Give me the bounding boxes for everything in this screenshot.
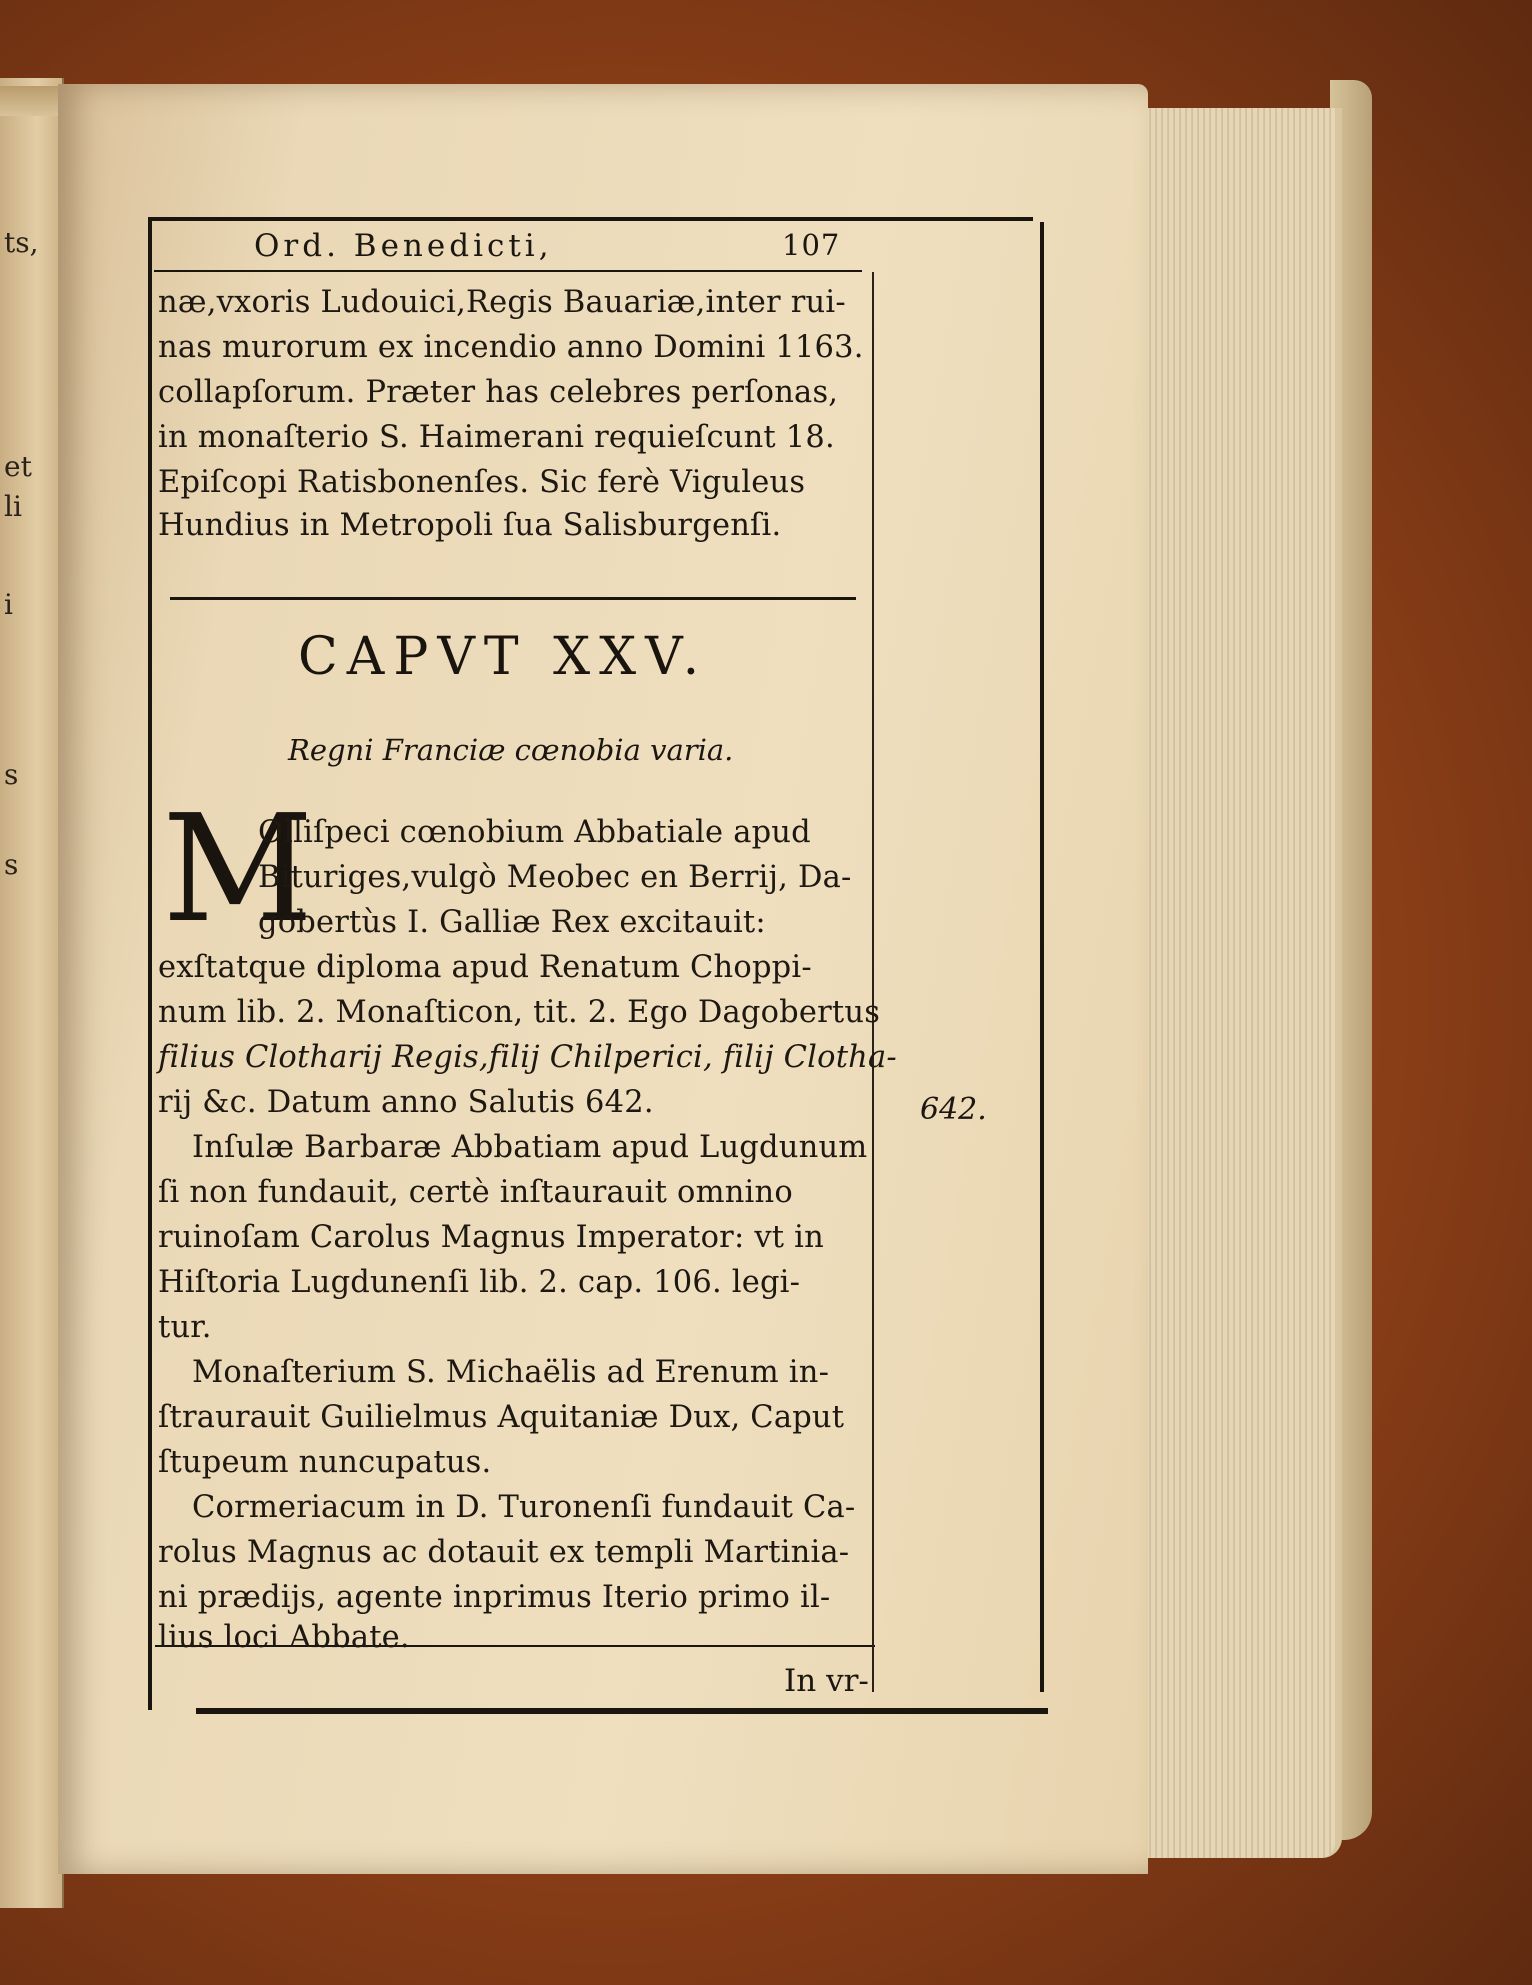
section-rule bbox=[170, 597, 856, 600]
left-margin-fragment: i bbox=[4, 588, 13, 621]
text-line: Inſulæ Barbaræ Abbatiam apud Lugdunum bbox=[192, 1130, 868, 1165]
frame-left-rule bbox=[148, 220, 152, 1710]
text-line: Epiſcopi Ratisbonenſes. Sic ferè Viguleus bbox=[158, 465, 806, 500]
text-line: Olliſpeci cœnobium Abbatiale apud bbox=[258, 815, 811, 850]
left-cover-top bbox=[0, 86, 58, 116]
text-line: ſi non fundauit, certè inſtaurauit omnino bbox=[158, 1175, 793, 1210]
left-margin-fragment: ts, bbox=[4, 226, 39, 259]
running-head bbox=[254, 228, 894, 264]
text-line: exſtatque diploma apud Renatum Choppi- bbox=[158, 950, 812, 985]
text-line: filius Clotharij Regis,filij Chilperici, filij Clotha- bbox=[158, 1040, 897, 1075]
text-line: ſtraurauit Guilielmus Aquitaniæ Dux, Caput bbox=[158, 1400, 845, 1435]
text-line: Hundius in Metropoli ſua Salisburgenſi. bbox=[158, 508, 782, 543]
running-head-title: Ord. Benedicti, bbox=[254, 228, 553, 264]
catchword: In vr- bbox=[784, 1663, 869, 1699]
frame-top-rule bbox=[148, 217, 1033, 221]
left-margin-fragment: et bbox=[4, 450, 32, 483]
left-page-edge bbox=[0, 78, 64, 1908]
page-number: 107 bbox=[782, 228, 841, 262]
chapter-subtitle: Regni Franciæ cœnobia varia. bbox=[288, 733, 734, 767]
chapter-title: CAPVT XXV. bbox=[298, 627, 709, 687]
text-line: lius loci Abbate. bbox=[158, 1620, 410, 1655]
text-line: nas murorum ex incendio anno Domini 1163. bbox=[158, 330, 864, 365]
text-line: Bituriges,vulgò Meobec en Berrij, Da- bbox=[258, 860, 852, 895]
text-line: collapſorum. Præter has celebres perſonas, bbox=[158, 375, 839, 410]
text-line: Cormeriacum in D. Turonenſi fundauit Ca- bbox=[192, 1490, 856, 1525]
frame-bottom-rule bbox=[196, 1708, 1048, 1714]
drop-cap: M bbox=[162, 783, 314, 955]
page-block-edge bbox=[1140, 108, 1342, 1858]
marginal-note: 642. bbox=[920, 1092, 987, 1127]
text-line: num lib. 2. Monaſticon, tit. 2. Ego Dagobertus bbox=[158, 995, 881, 1030]
text-line: ni prædijs, agente inprimus Iterio primo il- bbox=[158, 1580, 831, 1615]
text-line: Hiſtoria Lugdunenſi lib. 2. cap. 106. legi- bbox=[158, 1265, 801, 1300]
text-line: tur. bbox=[158, 1310, 212, 1345]
text-line: rolus Magnus ac dotauit ex templi Martinia- bbox=[158, 1535, 850, 1570]
head-rule bbox=[154, 270, 862, 272]
text-line: gobertùs I. Galliæ Rex excitauit: bbox=[258, 905, 766, 940]
text-line: rij &c. Datum anno Salutis 642. bbox=[158, 1085, 654, 1120]
text-line: in monaſterio S. Haimerani requieſcunt 18. bbox=[158, 420, 835, 455]
left-margin-fragment: s bbox=[4, 848, 19, 881]
text-line: næ,vxoris Ludouici,Regis Bauariæ,inter rui- bbox=[158, 285, 846, 320]
frame-right-rule bbox=[1040, 222, 1044, 1692]
left-margin-fragment: li bbox=[4, 490, 22, 523]
text-column-rule bbox=[872, 272, 874, 1692]
text-line: Monaſterium S. Michaëlis ad Erenum in- bbox=[192, 1355, 830, 1390]
left-margin-fragment: s bbox=[4, 758, 19, 791]
text-line: ſtupeum nuncupatus. bbox=[158, 1445, 492, 1480]
text-line: ruinoſam Carolus Magnus Imperator: vt in bbox=[158, 1220, 824, 1255]
